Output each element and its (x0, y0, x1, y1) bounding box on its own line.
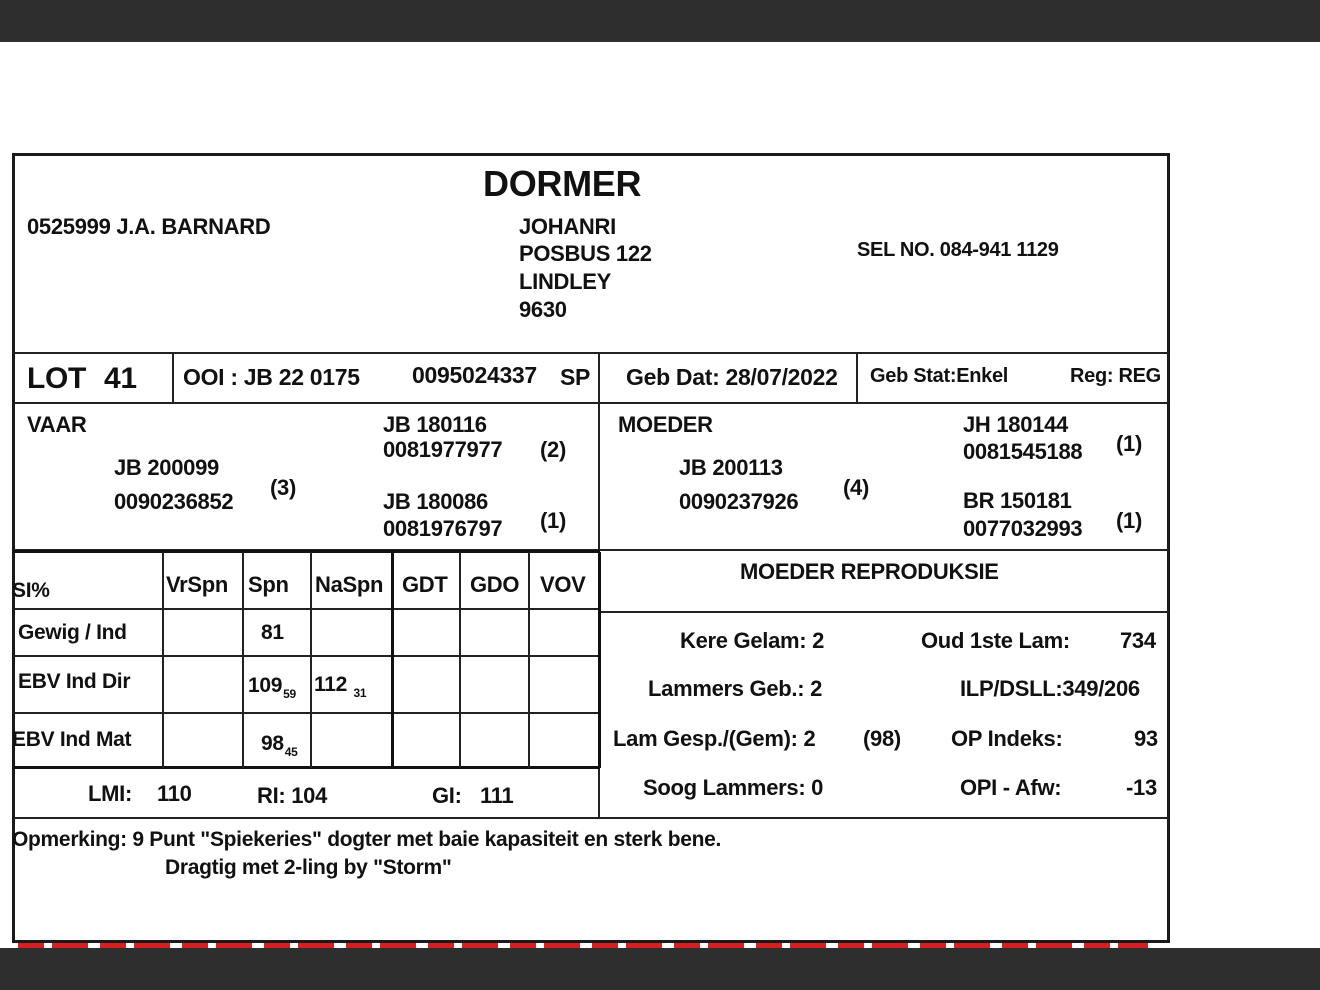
row-ebv-dir-naspn (314, 673, 367, 700)
row-gewig-label: Gewig / Ind (18, 621, 127, 644)
sire-id: JB 200099 (114, 455, 219, 480)
ilp-dsll: ILP/DSLL:349/206 (960, 676, 1140, 701)
ri-index: RI: 104 (257, 783, 328, 808)
row-gewig-spn: 81 (261, 621, 284, 644)
repro-title: MOEDER REPRODUKSIE (740, 559, 999, 584)
sire-sire-count: (2) (540, 437, 566, 462)
op-indeks-label: OP Indeks: (951, 726, 1063, 751)
dam-sire-count: (1) (1116, 431, 1142, 456)
breed-title: DORMER (483, 163, 642, 204)
dam-sire-id: JH 180144 (963, 412, 1068, 437)
address-line-1: JOHANRI (519, 214, 616, 239)
address-line-4: 9630 (519, 297, 567, 322)
si-col-7 (598, 552, 601, 768)
row-ebv-dir-label: EBV Ind Dir (18, 670, 131, 693)
si-header-si: SI% (12, 579, 50, 602)
oud-1ste-lam-label: Oud 1ste Lam: (921, 628, 1070, 653)
dam-count: (4) (843, 475, 869, 500)
si-col-3 (310, 552, 312, 768)
sire-dam-count: (1) (540, 508, 566, 533)
si-col-1 (162, 552, 164, 768)
row-ebv-mat-spn (261, 732, 298, 759)
birth-date: Geb Dat: 28/07/2022 (626, 364, 838, 390)
lot-number: 41 (104, 362, 137, 395)
opi-afw-value: -13 (1126, 775, 1157, 800)
dam-id: JB 200113 (679, 455, 783, 480)
si-table-top (14, 550, 600, 553)
dam-number: 0090237926 (679, 489, 799, 514)
row-ebv-dir-spn-sub: 59 (283, 687, 296, 701)
sire-count: (3) (270, 475, 296, 500)
si-table-bottom (14, 766, 600, 769)
id-number: 0095024337 (412, 362, 537, 388)
si-header-gdo: GDO (470, 572, 520, 597)
soog-lammers: Soog Lammers: 0 (643, 775, 824, 800)
row-ebv-dir-spn (248, 674, 296, 701)
remarks-line-1: Opmerking: 9 Punt "Spiekeries" dogter met baie kapasiteit en sterk bene. (12, 828, 722, 851)
si-col-2 (242, 552, 244, 768)
divider-geb (856, 352, 858, 403)
id-suffix: SP (560, 364, 591, 390)
sire-sire-id: JB 180116 (383, 412, 487, 437)
address-line-2: POSBUS 122 (519, 241, 652, 266)
row-ebv-dir-naspn-value: 112 (314, 673, 347, 696)
si-header-vrspn: VrSpn (166, 572, 229, 597)
si-header-naspn: NaSpn (315, 572, 384, 597)
divider-lot (172, 352, 174, 403)
opi-afw-label: OPI - Afw: (960, 775, 1062, 800)
si-row-line-2 (14, 655, 600, 657)
bottom-bar (0, 948, 1320, 990)
si-col-6 (528, 552, 530, 768)
lmi-label: LMI: (88, 781, 133, 806)
oud-1ste-lam-value: 734 (1120, 628, 1156, 653)
ooi-id: OOI : JB 22 0175 (183, 364, 360, 390)
address-line-3: LINDLEY (519, 269, 612, 294)
lammers-geb: Lammers Geb.: 2 (648, 676, 823, 701)
sire-dam-number: 0081976797 (383, 516, 503, 541)
si-row-line-3 (14, 712, 600, 714)
lam-gesp-avg: (98) (863, 726, 901, 751)
top-bar (0, 0, 1320, 42)
si-header-vov: VOV (540, 572, 586, 597)
row-ebv-dir-naspn-sub: 31 (353, 686, 367, 700)
dam-dam-number: 0077032993 (963, 516, 1083, 541)
row-ebv-mat-spn-value: 98 (261, 732, 284, 755)
kere-gelam: Kere Gelam: 2 (680, 628, 825, 653)
lmi-value: 110 (157, 781, 192, 806)
gi-value: 111 (480, 783, 514, 808)
divider-remarks (14, 817, 1169, 819)
lot-label: LOT (27, 362, 87, 395)
vaar-label: VAAR (27, 412, 87, 437)
divider-header (14, 352, 1169, 354)
registration: Reg: REG (1070, 365, 1161, 387)
si-col-4 (391, 552, 394, 768)
birth-status: Geb Stat:Enkel (870, 365, 1009, 387)
dam-sire-number: 0081545188 (963, 439, 1083, 464)
si-row-line-1 (14, 608, 600, 610)
sire-sire-number: 0081977977 (383, 437, 503, 462)
row-ebv-mat-label: EBV Ind Mat (12, 728, 132, 751)
si-header-gdt: GDT (402, 572, 448, 597)
moeder-label: MOEDER (618, 412, 713, 437)
cell-number: SEL NO. 084-941 1129 (857, 239, 1059, 261)
breeder-name: 0525999 J.A. BARNARD (27, 214, 271, 239)
divider-repro-title (598, 611, 1169, 613)
sire-number: 0090236852 (114, 489, 234, 514)
si-header-spn: Spn (248, 572, 289, 597)
gi-label: GI: (432, 783, 462, 808)
dam-dam-count: (1) (1116, 508, 1142, 533)
lam-gesp: Lam Gesp./(Gem): 2 (613, 726, 816, 751)
sire-dam-id: JB 180086 (383, 489, 488, 514)
remarks-line-2: Dragtig met 2-ling by "Storm" (165, 856, 452, 879)
divider-info (14, 402, 1169, 404)
dam-dam-id: BR 150181 (963, 488, 1072, 513)
row-ebv-dir-spn-value: 109 (248, 674, 283, 697)
row-ebv-mat-spn-sub: 45 (284, 745, 298, 759)
op-indeks-value: 93 (1134, 726, 1158, 751)
si-col-5 (459, 552, 461, 768)
